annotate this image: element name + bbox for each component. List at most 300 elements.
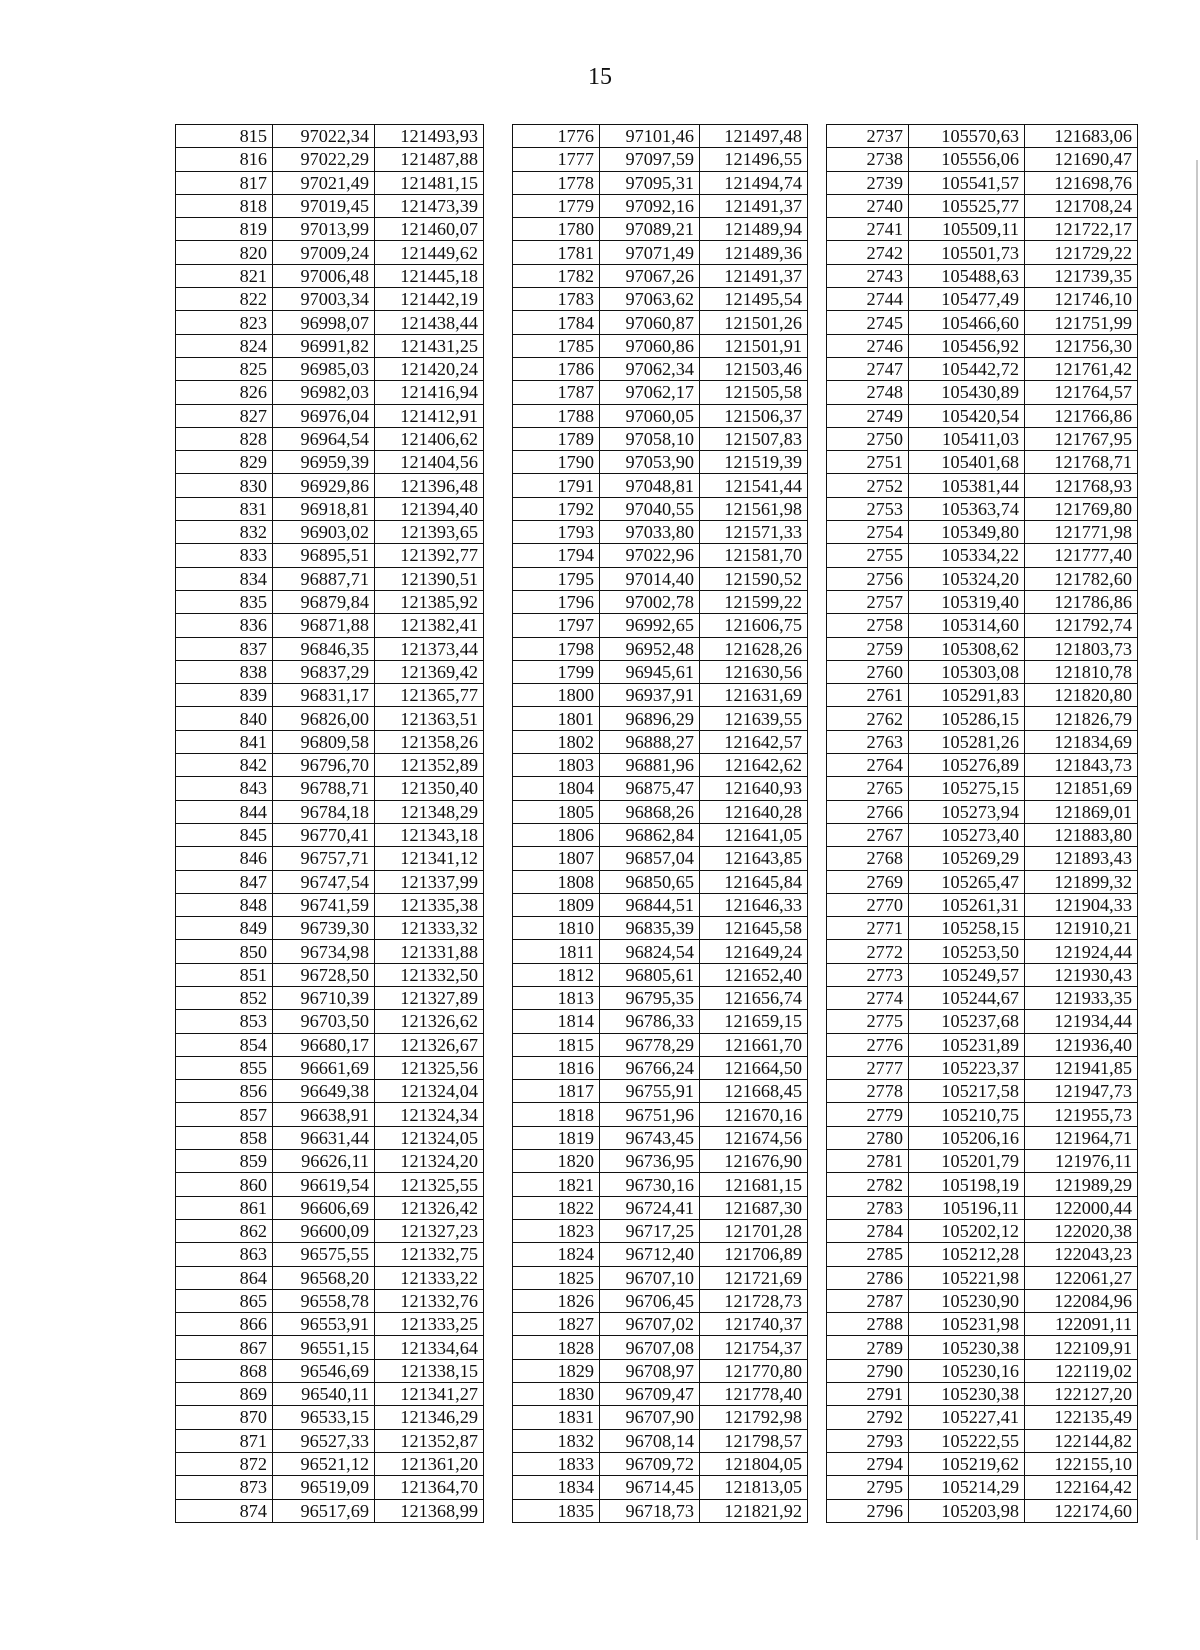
- point-number-cell: 2737: [827, 125, 909, 148]
- x-coordinate-cell: 96736,95: [600, 1150, 700, 1173]
- x-coordinate-cell: 105222,55: [909, 1429, 1025, 1452]
- y-coordinate-cell: 121813,05: [700, 1476, 808, 1499]
- table-row: [827, 637, 1138, 660]
- x-coordinate-cell: 105286,15: [909, 707, 1025, 730]
- x-coordinate-cell: 105249,57: [909, 963, 1025, 986]
- table-row: [176, 823, 484, 846]
- x-coordinate-cell: 105291,83: [909, 684, 1025, 707]
- y-coordinate-cell: 121649,24: [700, 940, 808, 963]
- point-number-cell: 1834: [513, 1476, 600, 1499]
- table-row: [513, 637, 808, 660]
- table-row: [513, 404, 808, 427]
- point-number-cell: 1821: [513, 1173, 600, 1196]
- y-coordinate-cell: 121976,11: [1025, 1150, 1138, 1173]
- point-number-cell: 1818: [513, 1103, 600, 1126]
- point-number-cell: 2788: [827, 1313, 909, 1336]
- table-row: [176, 800, 484, 823]
- x-coordinate-cell: 97013,99: [273, 218, 375, 241]
- x-coordinate-cell: 96784,18: [273, 800, 375, 823]
- table-row: [176, 1359, 484, 1382]
- x-coordinate-cell: 105212,28: [909, 1243, 1025, 1266]
- table-row: [827, 1080, 1138, 1103]
- x-coordinate-cell: 96985,03: [273, 357, 375, 380]
- y-coordinate-cell: 121420,24: [375, 357, 484, 380]
- point-number-cell: 1814: [513, 1010, 600, 1033]
- x-coordinate-cell: 96795,35: [600, 986, 700, 1009]
- x-coordinate-cell: 96709,47: [600, 1383, 700, 1406]
- x-coordinate-cell: 96519,09: [273, 1476, 375, 1499]
- y-coordinate-cell: 121393,65: [375, 521, 484, 544]
- y-coordinate-cell: 121507,83: [700, 427, 808, 450]
- x-coordinate-cell: 96998,07: [273, 311, 375, 334]
- x-coordinate-cell: 96992,65: [600, 614, 700, 637]
- y-coordinate-cell: 121766,86: [1025, 404, 1138, 427]
- x-coordinate-cell: 105202,12: [909, 1219, 1025, 1242]
- y-coordinate-cell: 121642,62: [700, 754, 808, 777]
- table-row: [827, 823, 1138, 846]
- table-row: [176, 870, 484, 893]
- x-coordinate-cell: 96680,17: [273, 1033, 375, 1056]
- point-number-cell: 1800: [513, 684, 600, 707]
- y-coordinate-cell: 121335,38: [375, 893, 484, 916]
- point-number-cell: 2759: [827, 637, 909, 660]
- point-number-cell: 2761: [827, 684, 909, 707]
- y-coordinate-cell: 121503,46: [700, 357, 808, 380]
- point-number-cell: 851: [176, 963, 273, 986]
- x-coordinate-cell: 96517,69: [273, 1499, 375, 1522]
- y-coordinate-cell: 122109,91: [1025, 1336, 1138, 1359]
- table-row: [513, 1476, 808, 1499]
- y-coordinate-cell: 121843,73: [1025, 754, 1138, 777]
- y-coordinate-cell: 122155,10: [1025, 1452, 1138, 1475]
- x-coordinate-cell: 97063,62: [600, 288, 700, 311]
- x-coordinate-cell: 105334,22: [909, 544, 1025, 567]
- x-coordinate-cell: 105273,94: [909, 800, 1025, 823]
- x-coordinate-cell: 105349,80: [909, 521, 1025, 544]
- table-row: [513, 1289, 808, 1312]
- x-coordinate-cell: 105488,63: [909, 264, 1025, 287]
- point-number-cell: 874: [176, 1499, 273, 1522]
- x-coordinate-cell: 96728,50: [273, 963, 375, 986]
- y-coordinate-cell: 121924,44: [1025, 940, 1138, 963]
- y-coordinate-cell: 121803,73: [1025, 637, 1138, 660]
- y-coordinate-cell: 122174,60: [1025, 1499, 1138, 1522]
- table-row: [176, 1056, 484, 1079]
- point-number-cell: 2739: [827, 171, 909, 194]
- table-row: [827, 148, 1138, 171]
- point-number-cell: 1810: [513, 917, 600, 940]
- table-row: [176, 1126, 484, 1149]
- x-coordinate-cell: 96743,45: [600, 1126, 700, 1149]
- y-coordinate-cell: 121701,28: [700, 1219, 808, 1242]
- y-coordinate-cell: 121893,43: [1025, 847, 1138, 870]
- y-coordinate-cell: 121473,39: [375, 194, 484, 217]
- point-number-cell: 1786: [513, 357, 600, 380]
- point-number-cell: 2749: [827, 404, 909, 427]
- point-number-cell: 855: [176, 1056, 273, 1079]
- table-row: [513, 1080, 808, 1103]
- y-coordinate-cell: 121640,93: [700, 777, 808, 800]
- x-coordinate-cell: 96739,30: [273, 917, 375, 940]
- y-coordinate-cell: 121346,29: [375, 1406, 484, 1429]
- point-number-cell: 854: [176, 1033, 273, 1056]
- y-coordinate-cell: 121491,37: [700, 264, 808, 287]
- y-coordinate-cell: 121438,44: [375, 311, 484, 334]
- table-row: [827, 218, 1138, 241]
- point-number-cell: 2764: [827, 754, 909, 777]
- y-coordinate-cell: 122135,49: [1025, 1406, 1138, 1429]
- table-row: [827, 497, 1138, 520]
- y-coordinate-cell: 121751,99: [1025, 311, 1138, 334]
- table-row: [176, 777, 484, 800]
- x-coordinate-cell: 97009,24: [273, 241, 375, 264]
- y-coordinate-cell: 121324,34: [375, 1103, 484, 1126]
- point-number-cell: 850: [176, 940, 273, 963]
- x-coordinate-cell: 96766,24: [600, 1056, 700, 1079]
- x-coordinate-cell: 105237,68: [909, 1010, 1025, 1033]
- coordinates-table-3: [826, 124, 1138, 1523]
- point-number-cell: 1789: [513, 427, 600, 450]
- point-number-cell: 831: [176, 497, 273, 520]
- table-row: [827, 1173, 1138, 1196]
- y-coordinate-cell: 121721,69: [700, 1266, 808, 1289]
- table-row: [827, 754, 1138, 777]
- point-number-cell: 2781: [827, 1150, 909, 1173]
- y-coordinate-cell: 122061,27: [1025, 1266, 1138, 1289]
- point-number-cell: 2755: [827, 544, 909, 567]
- table-row: [176, 1336, 484, 1359]
- table-row: [827, 1313, 1138, 1336]
- x-coordinate-cell: 96778,29: [600, 1033, 700, 1056]
- coordinates-table-2: [512, 124, 808, 1523]
- x-coordinate-cell: 96805,61: [600, 963, 700, 986]
- y-coordinate-cell: 121334,64: [375, 1336, 484, 1359]
- point-number-cell: 858: [176, 1126, 273, 1149]
- y-coordinate-cell: 121352,89: [375, 754, 484, 777]
- table-row: [827, 1429, 1138, 1452]
- point-number-cell: 864: [176, 1266, 273, 1289]
- point-number-cell: 2744: [827, 288, 909, 311]
- x-coordinate-cell: 96991,82: [273, 334, 375, 357]
- x-coordinate-cell: 96708,97: [600, 1359, 700, 1382]
- table-row: [513, 567, 808, 590]
- y-coordinate-cell: 122084,96: [1025, 1289, 1138, 1312]
- y-coordinate-cell: 121706,89: [700, 1243, 808, 1266]
- x-coordinate-cell: 96937,91: [600, 684, 700, 707]
- point-number-cell: 1781: [513, 241, 600, 264]
- x-coordinate-cell: 105214,29: [909, 1476, 1025, 1499]
- table-row: [176, 451, 484, 474]
- table-row: [827, 1126, 1138, 1149]
- y-coordinate-cell: 121670,16: [700, 1103, 808, 1126]
- y-coordinate-cell: 121487,88: [375, 148, 484, 171]
- point-number-cell: 873: [176, 1476, 273, 1499]
- y-coordinate-cell: 121392,77: [375, 544, 484, 567]
- x-coordinate-cell: 105456,92: [909, 334, 1025, 357]
- y-coordinate-cell: 121674,56: [700, 1126, 808, 1149]
- y-coordinate-cell: 121639,55: [700, 707, 808, 730]
- x-coordinate-cell: 105466,60: [909, 311, 1025, 334]
- table-row: [513, 963, 808, 986]
- x-coordinate-cell: 97095,31: [600, 171, 700, 194]
- table-row: [176, 404, 484, 427]
- table-row: [176, 637, 484, 660]
- table-row: [176, 194, 484, 217]
- table-row: [176, 684, 484, 707]
- x-coordinate-cell: 97014,40: [600, 567, 700, 590]
- y-coordinate-cell: 121768,71: [1025, 451, 1138, 474]
- point-number-cell: 865: [176, 1289, 273, 1312]
- x-coordinate-cell: 97097,59: [600, 148, 700, 171]
- table-row: [827, 684, 1138, 707]
- y-coordinate-cell: 121491,37: [700, 194, 808, 217]
- x-coordinate-cell: 96718,73: [600, 1499, 700, 1522]
- y-coordinate-cell: 121708,24: [1025, 194, 1138, 217]
- y-coordinate-cell: 121337,99: [375, 870, 484, 893]
- table-row: [176, 357, 484, 380]
- table-row: [513, 614, 808, 637]
- x-coordinate-cell: 96837,29: [273, 660, 375, 683]
- x-coordinate-cell: 105319,40: [909, 590, 1025, 613]
- x-coordinate-cell: 105477,49: [909, 288, 1025, 311]
- table-row: [176, 334, 484, 357]
- point-number-cell: 2773: [827, 963, 909, 986]
- y-coordinate-cell: 121519,39: [700, 451, 808, 474]
- x-coordinate-cell: 96959,39: [273, 451, 375, 474]
- table-row: [827, 288, 1138, 311]
- y-coordinate-cell: 121332,75: [375, 1243, 484, 1266]
- x-coordinate-cell: 105244,67: [909, 986, 1025, 1009]
- point-number-cell: 1796: [513, 590, 600, 613]
- table-row: [513, 847, 808, 870]
- table-row: [176, 754, 484, 777]
- point-number-cell: 2771: [827, 917, 909, 940]
- x-coordinate-cell: 105401,68: [909, 451, 1025, 474]
- table-row: [513, 684, 808, 707]
- y-coordinate-cell: 121964,71: [1025, 1126, 1138, 1149]
- point-number-cell: 820: [176, 241, 273, 264]
- x-coordinate-cell: 97062,17: [600, 381, 700, 404]
- point-number-cell: 829: [176, 451, 273, 474]
- y-coordinate-cell: 121754,37: [700, 1336, 808, 1359]
- table-row: [513, 823, 808, 846]
- table-row: [513, 264, 808, 287]
- table-row: [513, 777, 808, 800]
- table-row: [176, 1406, 484, 1429]
- point-number-cell: 845: [176, 823, 273, 846]
- x-coordinate-cell: 96903,02: [273, 521, 375, 544]
- point-number-cell: 815: [176, 125, 273, 148]
- table-row: [513, 1499, 808, 1522]
- y-coordinate-cell: 121630,56: [700, 660, 808, 683]
- point-number-cell: 2791: [827, 1383, 909, 1406]
- y-coordinate-cell: 121348,29: [375, 800, 484, 823]
- x-coordinate-cell: 96862,84: [600, 823, 700, 846]
- point-number-cell: 2760: [827, 660, 909, 683]
- y-coordinate-cell: 121326,42: [375, 1196, 484, 1219]
- point-number-cell: 2765: [827, 777, 909, 800]
- x-coordinate-cell: 96717,25: [600, 1219, 700, 1242]
- point-number-cell: 2780: [827, 1126, 909, 1149]
- point-number-cell: 871: [176, 1429, 273, 1452]
- x-coordinate-cell: 96710,39: [273, 986, 375, 1009]
- point-number-cell: 866: [176, 1313, 273, 1336]
- table-row: [176, 241, 484, 264]
- table-row: [176, 1219, 484, 1242]
- table-row: [176, 963, 484, 986]
- point-number-cell: 2754: [827, 521, 909, 544]
- table-row: [176, 1010, 484, 1033]
- table-row: [513, 986, 808, 1009]
- table-row: [513, 1383, 808, 1406]
- point-number-cell: 841: [176, 730, 273, 753]
- table-row: [513, 1313, 808, 1336]
- y-coordinate-cell: 122127,20: [1025, 1383, 1138, 1406]
- point-number-cell: 861: [176, 1196, 273, 1219]
- point-number-cell: 843: [176, 777, 273, 800]
- table-row: [513, 218, 808, 241]
- point-number-cell: 863: [176, 1243, 273, 1266]
- table-row: [827, 590, 1138, 613]
- x-coordinate-cell: 96824,54: [600, 940, 700, 963]
- y-coordinate-cell: 121792,98: [700, 1406, 808, 1429]
- table-row: [176, 1243, 484, 1266]
- table-row: [176, 381, 484, 404]
- y-coordinate-cell: 121690,47: [1025, 148, 1138, 171]
- x-coordinate-cell: 96712,40: [600, 1243, 700, 1266]
- point-number-cell: 838: [176, 660, 273, 683]
- point-number-cell: 2750: [827, 427, 909, 450]
- table-row: [513, 148, 808, 171]
- x-coordinate-cell: 97022,96: [600, 544, 700, 567]
- point-number-cell: 2752: [827, 474, 909, 497]
- x-coordinate-cell: 105198,19: [909, 1173, 1025, 1196]
- point-number-cell: 836: [176, 614, 273, 637]
- point-number-cell: 2795: [827, 1476, 909, 1499]
- table-row: [176, 847, 484, 870]
- table-row: [176, 1383, 484, 1406]
- x-coordinate-cell: 97002,78: [600, 590, 700, 613]
- x-coordinate-cell: 105223,37: [909, 1056, 1025, 1079]
- point-number-cell: 2790: [827, 1359, 909, 1382]
- x-coordinate-cell: 96724,41: [600, 1196, 700, 1219]
- table-row: [827, 1056, 1138, 1079]
- x-coordinate-cell: 96558,78: [273, 1289, 375, 1312]
- y-coordinate-cell: 121661,70: [700, 1033, 808, 1056]
- point-number-cell: 844: [176, 800, 273, 823]
- x-coordinate-cell: 96844,51: [600, 893, 700, 916]
- table-row: [513, 893, 808, 916]
- table-row: [176, 521, 484, 544]
- y-coordinate-cell: 121394,40: [375, 497, 484, 520]
- table-row: [513, 521, 808, 544]
- y-coordinate-cell: 121756,30: [1025, 334, 1138, 357]
- point-number-cell: 819: [176, 218, 273, 241]
- y-coordinate-cell: 121810,78: [1025, 660, 1138, 683]
- table-row: [176, 171, 484, 194]
- point-number-cell: 849: [176, 917, 273, 940]
- x-coordinate-cell: 105324,20: [909, 567, 1025, 590]
- table-row: [176, 1313, 484, 1336]
- y-coordinate-cell: 121645,58: [700, 917, 808, 940]
- point-number-cell: 1826: [513, 1289, 600, 1312]
- x-coordinate-cell: 105203,98: [909, 1499, 1025, 1522]
- point-number-cell: 1819: [513, 1126, 600, 1149]
- point-number-cell: 1798: [513, 637, 600, 660]
- table-row: [827, 171, 1138, 194]
- y-coordinate-cell: 121904,33: [1025, 893, 1138, 916]
- point-number-cell: 1829: [513, 1359, 600, 1382]
- point-number-cell: 1782: [513, 264, 600, 287]
- point-number-cell: 1804: [513, 777, 600, 800]
- x-coordinate-cell: 105430,89: [909, 381, 1025, 404]
- table-row: [176, 544, 484, 567]
- point-number-cell: 824: [176, 334, 273, 357]
- point-number-cell: 2786: [827, 1266, 909, 1289]
- y-coordinate-cell: 121324,04: [375, 1080, 484, 1103]
- point-number-cell: 2766: [827, 800, 909, 823]
- point-number-cell: 846: [176, 847, 273, 870]
- x-coordinate-cell: 96964,54: [273, 427, 375, 450]
- point-number-cell: 2783: [827, 1196, 909, 1219]
- table-row: [827, 660, 1138, 683]
- y-coordinate-cell: 121501,26: [700, 311, 808, 334]
- y-coordinate-cell: 121606,75: [700, 614, 808, 637]
- y-coordinate-cell: 121899,32: [1025, 870, 1138, 893]
- table-row: [827, 1476, 1138, 1499]
- x-coordinate-cell: 96706,45: [600, 1289, 700, 1312]
- x-coordinate-cell: 97060,05: [600, 404, 700, 427]
- x-coordinate-cell: 96796,70: [273, 754, 375, 777]
- table-row: [176, 1499, 484, 1522]
- x-coordinate-cell: 105230,90: [909, 1289, 1025, 1312]
- point-number-cell: 1811: [513, 940, 600, 963]
- y-coordinate-cell: 121489,36: [700, 241, 808, 264]
- table-row: [827, 1359, 1138, 1382]
- y-coordinate-cell: 121332,50: [375, 963, 484, 986]
- x-coordinate-cell: 105227,41: [909, 1406, 1025, 1429]
- x-coordinate-cell: 96952,48: [600, 637, 700, 660]
- table-row: [513, 1359, 808, 1382]
- point-number-cell: 827: [176, 404, 273, 427]
- point-number-cell: 2768: [827, 847, 909, 870]
- point-number-cell: 1806: [513, 823, 600, 846]
- y-coordinate-cell: 121777,40: [1025, 544, 1138, 567]
- y-coordinate-cell: 121771,98: [1025, 521, 1138, 544]
- y-coordinate-cell: 121786,86: [1025, 590, 1138, 613]
- table-row: [176, 148, 484, 171]
- y-coordinate-cell: 121664,50: [700, 1056, 808, 1079]
- point-number-cell: 1795: [513, 567, 600, 590]
- y-coordinate-cell: 121851,69: [1025, 777, 1138, 800]
- y-coordinate-cell: 121396,48: [375, 474, 484, 497]
- y-coordinate-cell: 121821,92: [700, 1499, 808, 1522]
- x-coordinate-cell: 105231,98: [909, 1313, 1025, 1336]
- x-coordinate-cell: 105314,60: [909, 614, 1025, 637]
- y-coordinate-cell: 121501,91: [700, 334, 808, 357]
- table-row: [176, 1196, 484, 1219]
- table-row: [827, 311, 1138, 334]
- y-coordinate-cell: 121698,76: [1025, 171, 1138, 194]
- point-number-cell: 853: [176, 1010, 273, 1033]
- y-coordinate-cell: 121804,05: [700, 1452, 808, 1475]
- point-number-cell: 1830: [513, 1383, 600, 1406]
- table-row: [176, 474, 484, 497]
- y-coordinate-cell: 121506,37: [700, 404, 808, 427]
- point-number-cell: 2746: [827, 334, 909, 357]
- y-coordinate-cell: 121778,40: [700, 1383, 808, 1406]
- point-number-cell: 2770: [827, 893, 909, 916]
